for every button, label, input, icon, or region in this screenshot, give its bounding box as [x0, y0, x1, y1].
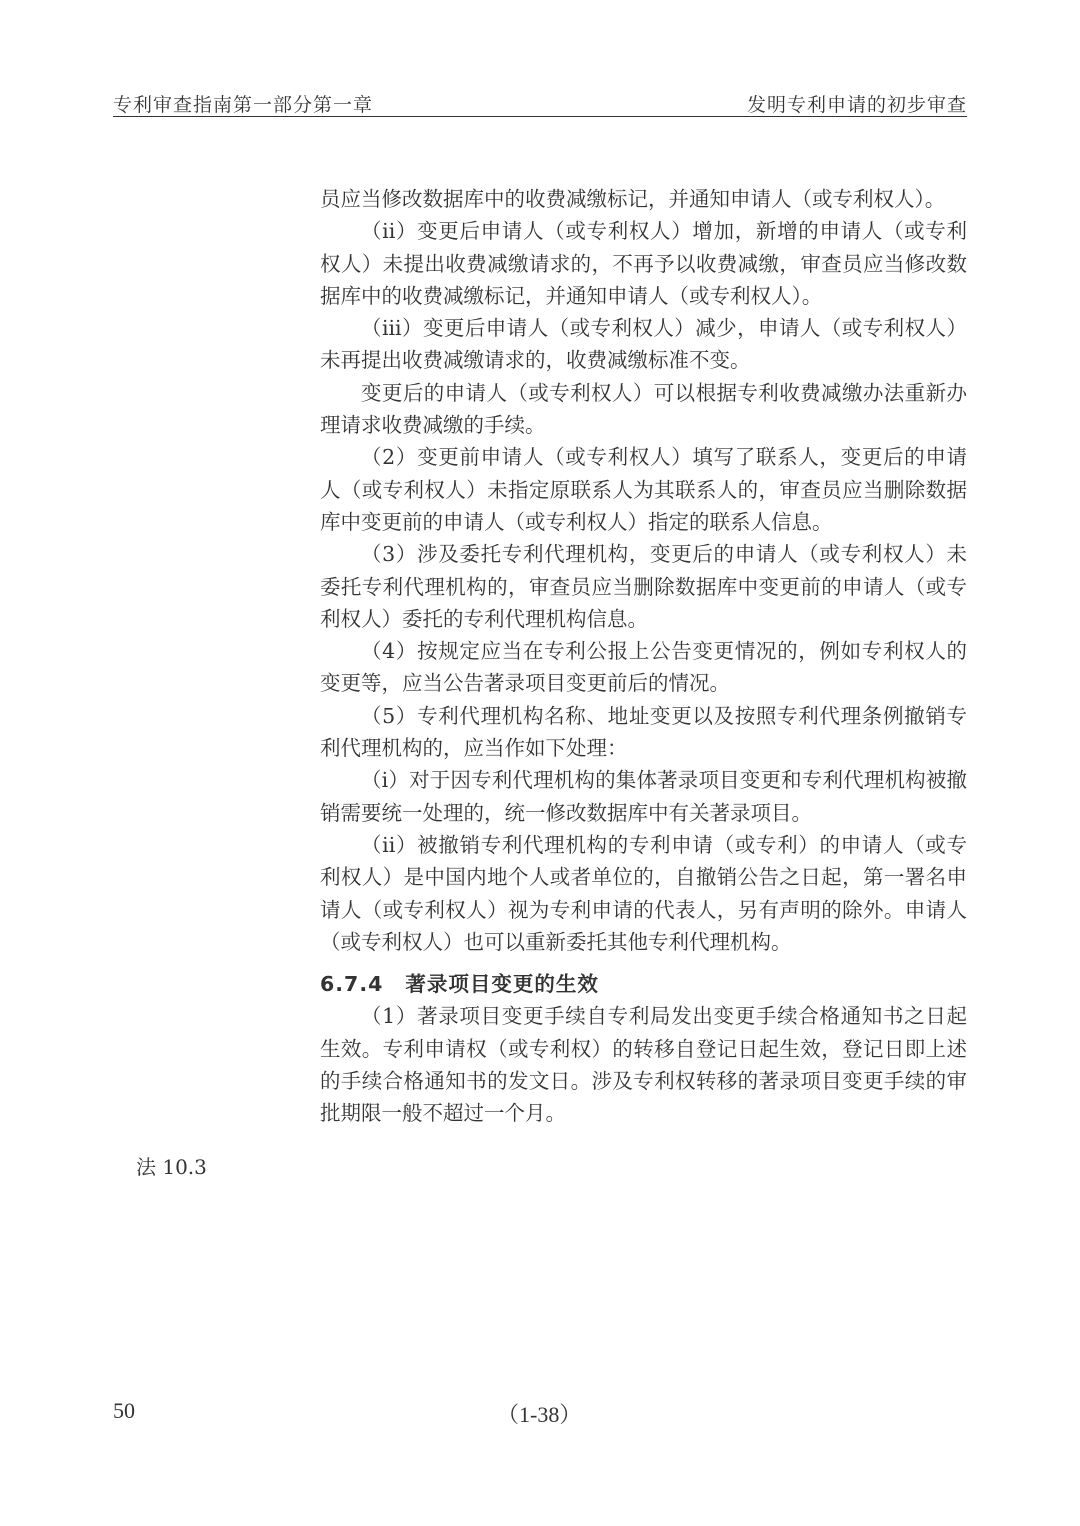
- paragraph: （1）著录项目变更手续自专利局发出变更手续合格通知书之日起生效。专利申请权（或专利权）的转移自登记日起生效，登记日即上述的手续合格通知书的发文日。涉及专利权转移的著录项目变更手续的审批期限一般不超过一个月。: [320, 1004, 967, 1126]
- paragraph: （i）对于因专利代理机构的集体著录项目变更和专利代理机构被撤销需要统一处理的，统一修改数据库中有关著录项目。: [320, 768, 967, 825]
- section-heading: [320, 968, 967, 1000]
- header-title: 发明专利申请的初步审查: [746, 94, 967, 116]
- paragraph: 变更后的申请人（或专利权人）可以根据专利收费减缴办法重新办理请求收费减缴的手续。: [320, 380, 967, 438]
- paragraph: （4）按规定应当在专利公报上公告变更情况的，例如专利权人的变更等，应当公告著录项目变更前后的情况。: [320, 639, 967, 696]
- paragraph: （3）涉及委托专利代理机构，变更后的申请人（或专利权人）未委托专利代理机构的，审查员应当删除数据库中变更前的申请人（或专利权人）委托的专利代理机构信息。: [320, 542, 967, 631]
- paragraph: （iii）变更后申请人（或专利权人）减少，申请人（或专利权人）未再提出收费减缴请求的，收费减缴标准不变。: [320, 316, 967, 373]
- section-number: 6.7.4: [320, 972, 384, 997]
- page-number: 50: [113, 1398, 135, 1423]
- paragraph: 员应当修改数据库中的收费减缴标记，并通知申请人（或专利权人）。: [320, 187, 946, 211]
- section-title-text: 著录项目变更的生效: [405, 972, 599, 997]
- header-chapter: 专利审查指南第一部分第一章: [113, 94, 374, 116]
- section-page-number: （1-38）: [497, 1402, 582, 1427]
- paragraph: （2）变更前申请人（或专利权人）填写了联系人，变更后的申请人（或专利权人）未指定原联系人为其联系人的，审查员应当删除数据库中变更前的申请人（或专利权人）指定的联系人信息。: [320, 445, 967, 534]
- law-reference: 法 10.3: [136, 1155, 207, 1179]
- main-text: [320, 183, 967, 1130]
- paragraph: （ii）变更后申请人（或专利权人）增加，新增的申请人（或专利权人）未提出收费减缴请求的，不再予以收费减缴，审查员应当修改数据库中的收费减缴标记，并通知申请人（或专利权人）。: [320, 219, 967, 308]
- paragraph: （ii）被撤销专利代理机构的专利申请（或专利）的申请人（或专利权人）是中国内地个人或者单位的，自撤销公告之日起，第一署名申请人（或专利权人）视为专利申请的代表人，另有声明的除外。申请人（或专利权人）也可以重新委托其他专利代理机构。: [320, 832, 967, 954]
- paragraph: （5）专利代理机构名称、地址变更以及按照专利代理条例撤销专利代理机构的，应当作如下处理：: [320, 703, 967, 761]
- running-header: [113, 86, 967, 117]
